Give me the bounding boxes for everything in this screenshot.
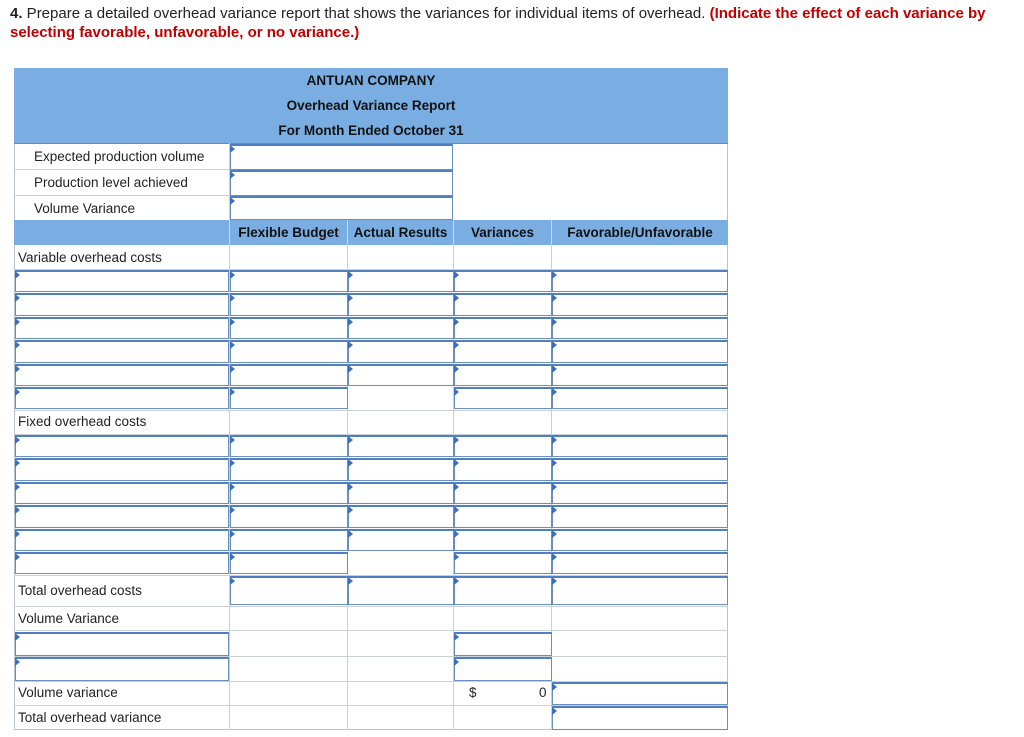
expected-volume-label: Expected production volume [34,149,205,164]
fixed-overhead-row-6-variance-input[interactable] [454,552,552,574]
variable-overhead-row-3-actual-input[interactable] [348,317,454,339]
column-header-blank [14,220,230,245]
fixed-overhead-row-2-actual-input[interactable] [348,458,454,480]
fixed-overhead-row-4-actual-input[interactable] [348,505,454,527]
achieved-volume-label: Production level achieved [34,175,188,190]
variable-overhead-row-3-flexible-input[interactable] [230,317,348,339]
fixed-overhead-row-6-fav-unfav-input[interactable] [552,552,728,574]
fixed-overhead-label: Fixed overhead costs [18,414,147,429]
fixed-overhead-row-3-fav-unfav-input[interactable] [552,482,728,504]
variable-overhead-row-1-flexible-input[interactable] [230,270,348,292]
volume-calc-amount-input-1[interactable] [454,632,552,656]
fixed-overhead-row-3-flexible-input[interactable] [230,482,348,504]
variable-overhead-row-5-flexible-input[interactable] [230,364,348,386]
column-flexible-budget: Flexible Budget [230,220,348,245]
total-overhead-variance-label: Total overhead variance [18,710,162,725]
total-flexible-input[interactable] [230,576,348,605]
fixed-overhead-row-4-item-input[interactable] [15,505,229,527]
fixed-overhead-row-1-variance-input[interactable] [454,435,552,457]
report-period: For Month Ended October 31 [14,118,728,144]
total-actual-input[interactable] [348,576,454,605]
fixed-overhead-row-5-actual-input[interactable] [348,529,454,551]
fixed-overhead-row-5-flexible-input[interactable] [230,529,348,551]
variable-overhead-row-1-fav-unfav-input[interactable] [552,270,728,292]
fixed-overhead-row-1-flexible-input[interactable] [230,435,348,457]
fixed-overhead-row-2-flexible-input[interactable] [230,458,348,480]
variable-overhead-row-6-fav-unfav-input[interactable] [552,387,728,409]
volume-calc-label-input-2[interactable] [15,657,229,681]
variable-overhead-row-2-fav-unfav-input[interactable] [552,293,728,315]
question-instruction: (Indicate the effect of each variance by selecting favorable, unfavorable, or no variance.) [10,5,986,41]
question-number: 4. [10,5,23,22]
fixed-overhead-row-5-fav-unfav-input[interactable] [552,529,728,551]
volume-variance-fav-unfav-select[interactable] [552,682,728,705]
fixed-overhead-row-3-variance-input[interactable] [454,482,552,504]
report-title: Overhead Variance Report [14,93,728,119]
variable-overhead-row-4-fav-unfav-input[interactable] [552,340,728,362]
fixed-overhead-row-5-item-input[interactable] [15,529,229,551]
variable-overhead-row-4-variance-input[interactable] [454,340,552,362]
variable-overhead-row-3-variance-input[interactable] [454,317,552,339]
variable-overhead-row-6-flexible-input[interactable] [230,387,348,409]
variable-overhead-row-1-item-input[interactable] [15,270,229,292]
volume-variance-value: 0 [539,685,547,700]
fixed-overhead-row-1-actual-input[interactable] [348,435,454,457]
fixed-overhead-row-1-fav-unfav-input[interactable] [552,435,728,457]
variable-overhead-label: Variable overhead costs [18,250,162,265]
variable-overhead-row-1-variance-input[interactable] [454,270,552,292]
variable-overhead-row-2-actual-input[interactable] [348,293,454,315]
question-body: Prepare a detailed overhead variance report that shows the variances for individual items of overhead. [22,5,710,22]
variable-overhead-row-4-flexible-input[interactable] [230,340,348,362]
volume-calc-amount-input-2[interactable] [454,657,552,681]
variable-overhead-row-4-actual-input[interactable] [348,340,454,362]
volume-calc-label-input-1[interactable] [15,632,229,656]
variable-overhead-row-3-item-input[interactable] [15,317,229,339]
total-overhead-label: Total overhead costs [18,583,142,598]
variable-overhead-row-3-fav-unfav-input[interactable] [552,317,728,339]
fixed-overhead-row-1-item-input[interactable] [15,435,229,457]
fixed-overhead-row-2-variance-input[interactable] [454,458,552,480]
volume-variance-input[interactable] [230,196,453,220]
variable-overhead-row-4-item-input[interactable] [15,340,229,362]
fixed-overhead-row-4-variance-input[interactable] [454,505,552,527]
question-text [10,4,1010,42]
fixed-overhead-row-4-flexible-input[interactable] [230,505,348,527]
total-variance-fav-unfav-select[interactable] [552,706,728,730]
volume-variance-row-label: Volume variance [18,685,118,700]
variable-overhead-row-5-item-input[interactable] [15,364,229,386]
variable-overhead-row-2-variance-input[interactable] [454,293,552,315]
variable-overhead-row-2-item-input[interactable] [15,293,229,315]
company-name: ANTUAN COMPANY [14,68,728,94]
volume-variance-heading: Volume Variance [18,611,120,626]
variable-overhead-row-5-fav-unfav-input[interactable] [552,364,728,386]
column-variances: Variances [454,220,552,245]
volume-variance-currency: $ [469,685,477,700]
total-variance-input[interactable] [454,576,552,605]
variable-overhead-row-2-flexible-input[interactable] [230,293,348,315]
variable-overhead-row-5-actual-input[interactable] [348,364,454,386]
variable-overhead-row-5-variance-input[interactable] [454,364,552,386]
variable-overhead-row-6-item-input[interactable] [15,387,229,409]
fixed-overhead-row-2-fav-unfav-input[interactable] [552,458,728,480]
variable-overhead-row-1-actual-input[interactable] [348,270,454,292]
fixed-overhead-row-5-variance-input[interactable] [454,529,552,551]
fixed-overhead-row-3-actual-input[interactable] [348,482,454,504]
column-actual-results: Actual Results [348,220,454,245]
total-fav-unfav-select[interactable] [552,576,728,605]
column-favorable-unfavorable: Favorable/Unfavorable [552,220,728,245]
variable-overhead-row-6-variance-input[interactable] [454,387,552,409]
volume-variance-label: Volume Variance [34,200,136,216]
fixed-overhead-row-3-item-input[interactable] [15,482,229,504]
fixed-overhead-row-6-flexible-input[interactable] [230,552,348,574]
fixed-overhead-row-4-fav-unfav-input[interactable] [552,505,728,527]
expected-volume-input[interactable] [230,144,453,170]
fixed-overhead-row-6-item-input[interactable] [15,552,229,574]
fixed-overhead-row-2-item-input[interactable] [15,458,229,480]
achieved-volume-input[interactable] [230,170,453,196]
